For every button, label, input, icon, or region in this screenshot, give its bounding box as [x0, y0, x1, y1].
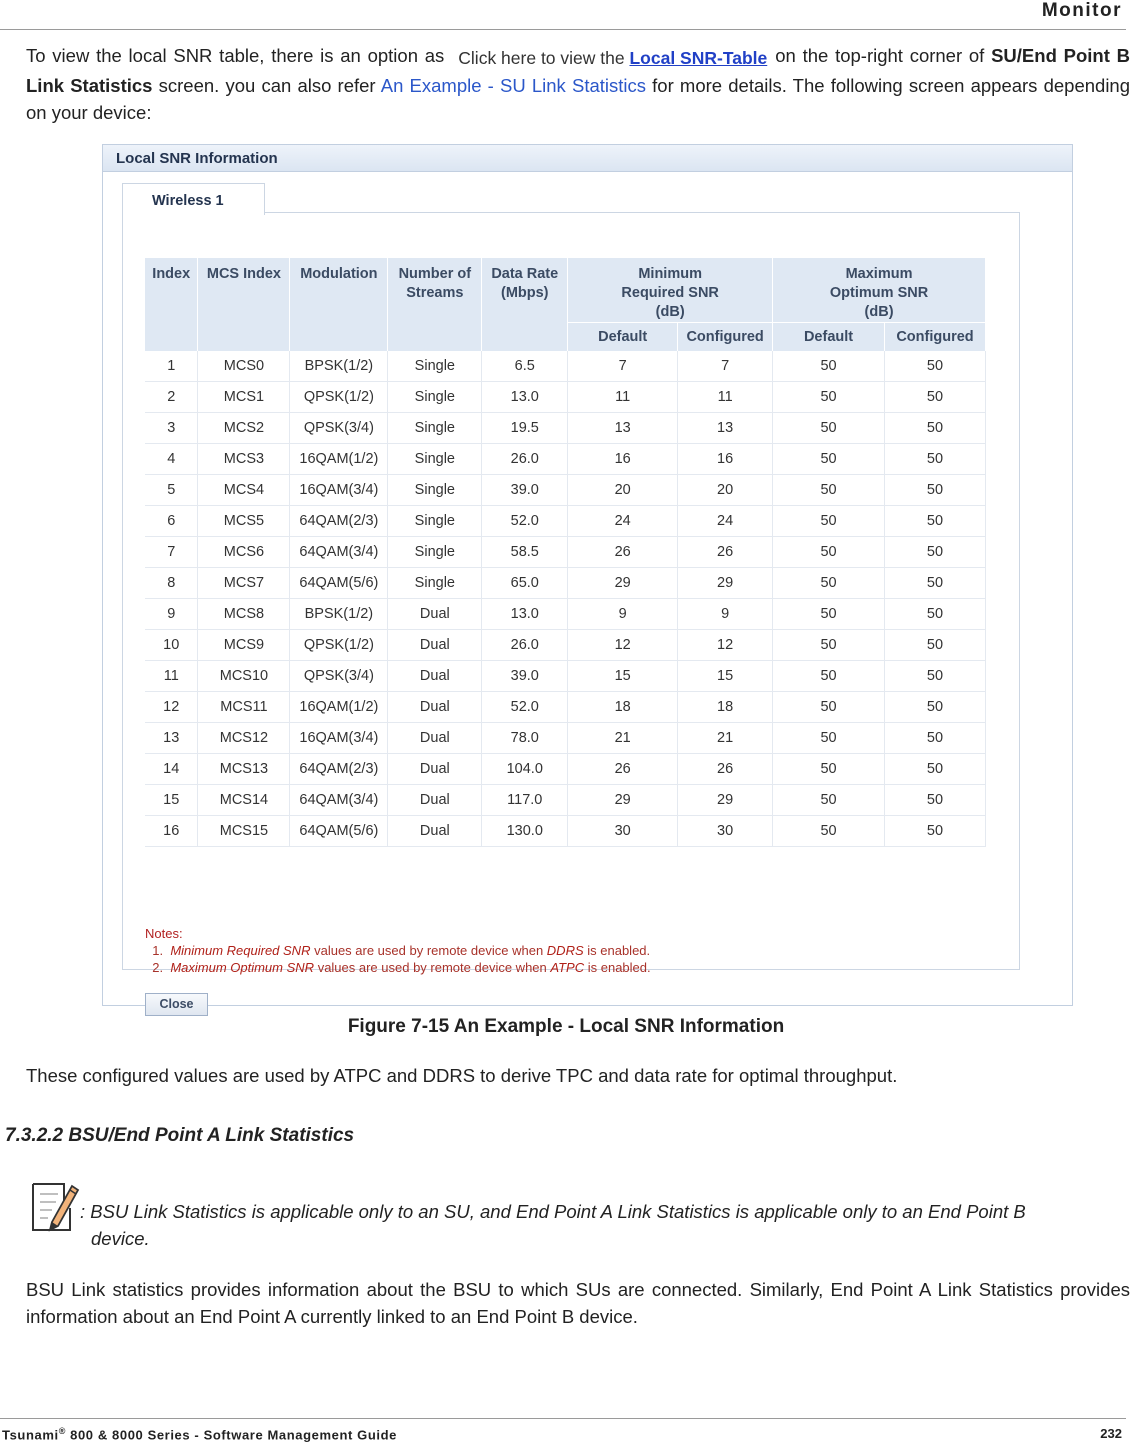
col-mcs-index: MCS Index — [198, 258, 290, 351]
cell-index: 5 — [145, 475, 198, 506]
cell-data-rate: 58.5 — [482, 537, 568, 568]
cell-max-default: 50 — [773, 475, 885, 506]
cell-streams: Single — [388, 444, 482, 475]
cell-min-configured: 20 — [678, 475, 773, 506]
cell-max-default: 50 — [773, 785, 885, 816]
cell-index: 10 — [145, 630, 198, 661]
cell-mcs-index: MCS8 — [198, 599, 290, 630]
cell-min-configured: 29 — [678, 785, 773, 816]
cell-max-configured: 50 — [884, 692, 985, 723]
cell-mcs-index: MCS4 — [198, 475, 290, 506]
header-divider — [0, 29, 1126, 30]
tab-wireless-1[interactable]: Wireless 1 — [122, 183, 265, 215]
col-streams: Number of Streams — [388, 258, 482, 351]
cell-mcs-index: MCS3 — [198, 444, 290, 475]
cell-min-configured: 15 — [678, 661, 773, 692]
cell-mcs-index: MCS10 — [198, 661, 290, 692]
cell-modulation: 64QAM(3/4) — [290, 785, 388, 816]
cell-index: 6 — [145, 506, 198, 537]
cell-index: 3 — [145, 413, 198, 444]
cell-data-rate: 26.0 — [482, 444, 568, 475]
cell-index: 9 — [145, 599, 198, 630]
table-row — [145, 723, 986, 754]
section-heading: 7.3.2.2 BSU/End Point A Link Statistics — [5, 1125, 355, 1146]
cell-min-default: 29 — [568, 785, 678, 816]
table-row — [145, 692, 986, 723]
table-row — [145, 568, 986, 599]
cell-min-configured: 12 — [678, 630, 773, 661]
cell-mcs-index: MCS11 — [198, 692, 290, 723]
cell-streams: Dual — [388, 754, 482, 785]
cell-min-configured: 11 — [678, 382, 773, 413]
cell-data-rate: 117.0 — [482, 785, 568, 816]
col-min-default: Default — [568, 323, 678, 351]
cell-streams: Single — [388, 568, 482, 599]
table-row — [145, 506, 986, 537]
cell-max-configured: 50 — [884, 382, 985, 413]
cell-modulation: 64QAM(2/3) — [290, 754, 388, 785]
cell-index: 2 — [145, 382, 198, 413]
cell-min-configured: 13 — [678, 413, 773, 444]
cell-max-configured: 50 — [884, 599, 985, 630]
cell-min-configured: 7 — [678, 351, 773, 382]
cell-modulation: BPSK(1/2) — [290, 599, 388, 630]
cell-mcs-index: MCS14 — [198, 785, 290, 816]
col-max-snr: Maximum Optimum SNR (dB) — [773, 258, 986, 323]
tab-content — [122, 212, 1020, 1011]
cell-modulation: QPSK(3/4) — [290, 413, 388, 444]
cell-min-default: 9 — [568, 599, 678, 630]
table-row — [145, 475, 986, 506]
cell-data-rate: 52.0 — [482, 506, 568, 537]
cell-data-rate: 26.0 — [482, 630, 568, 661]
cell-max-default: 50 — [773, 599, 885, 630]
cell-min-configured: 29 — [678, 568, 773, 599]
table-row — [145, 785, 986, 816]
cell-min-configured: 18 — [678, 692, 773, 723]
table-row — [145, 816, 986, 847]
cell-min-default: 7 — [568, 351, 678, 382]
cell-data-rate: 65.0 — [482, 568, 568, 599]
cell-streams: Single — [388, 413, 482, 444]
table-row — [145, 351, 986, 382]
cell-modulation: 64QAM(5/6) — [290, 568, 388, 599]
cell-mcs-index: MCS13 — [198, 754, 290, 785]
cell-data-rate: 13.0 — [482, 382, 568, 413]
cell-data-rate: 104.0 — [482, 754, 568, 785]
note-line-2: device. — [91, 1228, 150, 1249]
note-text — [80, 1198, 1120, 1252]
cell-min-default: 24 — [568, 506, 678, 537]
cell-max-configured: 50 — [884, 754, 985, 785]
su-link-statistics-link[interactable]: An Example - SU Link Statistics — [380, 75, 646, 96]
cell-max-default: 50 — [773, 568, 885, 599]
cell-streams: Single — [388, 351, 482, 382]
cell-index: 7 — [145, 537, 198, 568]
button-prefix: Click here to view the — [458, 48, 625, 68]
cell-min-default: 30 — [568, 816, 678, 847]
cell-streams: Dual — [388, 661, 482, 692]
cell-max-default: 50 — [773, 816, 885, 847]
col-min-snr: Minimum Required SNR (dB) — [568, 258, 773, 323]
cell-max-configured: 50 — [884, 785, 985, 816]
table-row — [145, 754, 986, 785]
cell-mcs-index: MCS12 — [198, 723, 290, 754]
cell-max-default: 50 — [773, 754, 885, 785]
cell-streams: Dual — [388, 816, 482, 847]
table-row — [145, 413, 986, 444]
table-row — [145, 382, 986, 413]
cell-index: 8 — [145, 568, 198, 599]
cell-data-rate: 19.5 — [482, 413, 568, 444]
cell-max-default: 50 — [773, 537, 885, 568]
cell-min-default: 12 — [568, 630, 678, 661]
cell-modulation: 16QAM(3/4) — [290, 475, 388, 506]
cell-index: 14 — [145, 754, 198, 785]
cell-modulation: 16QAM(1/2) — [290, 692, 388, 723]
cell-min-default: 20 — [568, 475, 678, 506]
local-snr-table-button[interactable] — [458, 45, 767, 72]
cell-data-rate: 13.0 — [482, 599, 568, 630]
cell-streams: Dual — [388, 630, 482, 661]
cell-streams: Dual — [388, 599, 482, 630]
close-button[interactable]: Close — [145, 993, 208, 1016]
cell-max-configured: 50 — [884, 816, 985, 847]
cell-max-configured: 50 — [884, 723, 985, 754]
local-snr-table-link[interactable]: Local SNR-Table — [629, 48, 768, 68]
snr-table-body — [145, 351, 986, 847]
cell-modulation: 16QAM(3/4) — [290, 723, 388, 754]
footer-divider — [0, 1418, 1126, 1419]
cell-data-rate: 78.0 — [482, 723, 568, 754]
cell-max-configured: 50 — [884, 630, 985, 661]
cell-streams: Dual — [388, 785, 482, 816]
cell-min-configured: 9 — [678, 599, 773, 630]
cell-streams: Dual — [388, 723, 482, 754]
table-row — [145, 630, 986, 661]
col-min-configured: Configured — [678, 323, 773, 351]
cell-index: 15 — [145, 785, 198, 816]
figure-caption: Figure 7-15 An Example - Local SNR Information — [347, 1016, 785, 1037]
cell-mcs-index: MCS5 — [198, 506, 290, 537]
col-max-default: Default — [773, 323, 885, 351]
note-2: 2. Maximum Optimum SNR values are used by remote device when ATPC is enabled. — [152, 960, 651, 975]
table-row — [145, 537, 986, 568]
cell-max-default: 50 — [773, 692, 885, 723]
snr-table — [145, 258, 986, 847]
cell-data-rate: 52.0 — [482, 692, 568, 723]
cell-mcs-index: MCS15 — [198, 816, 290, 847]
cell-streams: Single — [388, 382, 482, 413]
cell-max-configured: 50 — [884, 475, 985, 506]
cell-data-rate: 6.5 — [482, 351, 568, 382]
footer-title: Tsunami® 800 & 8000 Series - Software Management Guide — [2, 1426, 397, 1443]
cell-mcs-index: MCS0 — [198, 351, 290, 382]
cell-max-default: 50 — [773, 723, 885, 754]
panel-title: Local SNR Information — [103, 145, 1072, 172]
cell-max-configured: 50 — [884, 506, 985, 537]
cell-min-configured: 21 — [678, 723, 773, 754]
screen-name: SU/End Point B Link Statistics — [26, 45, 1130, 96]
cell-min-configured: 24 — [678, 506, 773, 537]
cell-min-default: 13 — [568, 413, 678, 444]
col-index: Index — [145, 258, 198, 351]
table-row — [145, 661, 986, 692]
cell-index: 13 — [145, 723, 198, 754]
cell-mcs-index: MCS7 — [198, 568, 290, 599]
cell-min-default: 29 — [568, 568, 678, 599]
pencil-note-icon — [30, 1178, 80, 1234]
page-header-title: Monitor — [1041, 0, 1122, 21]
cell-max-default: 50 — [773, 413, 885, 444]
cell-max-configured: 50 — [884, 568, 985, 599]
cell-streams: Dual — [388, 692, 482, 723]
notes-block — [145, 925, 651, 976]
cell-modulation: 64QAM(2/3) — [290, 506, 388, 537]
cell-min-configured: 26 — [678, 754, 773, 785]
cell-index: 1 — [145, 351, 198, 382]
intro-text-3: screen. you can also refer — [158, 75, 376, 96]
cell-index: 11 — [145, 661, 198, 692]
cell-max-configured: 50 — [884, 537, 985, 568]
intro-text-1: To view the local SNR table, there is an option as — [26, 45, 445, 66]
cell-index: 12 — [145, 692, 198, 723]
cell-max-default: 50 — [773, 382, 885, 413]
cell-data-rate: 39.0 — [482, 661, 568, 692]
intro-paragraph — [26, 42, 1130, 126]
table-row — [145, 444, 986, 475]
cell-modulation: 64QAM(5/6) — [290, 816, 388, 847]
cell-max-configured: 50 — [884, 444, 985, 475]
local-snr-panel — [102, 144, 1073, 1011]
cell-data-rate: 39.0 — [482, 475, 568, 506]
cell-modulation: QPSK(1/2) — [290, 630, 388, 661]
cell-index: 16 — [145, 816, 198, 847]
notes-heading: Notes: — [145, 926, 183, 941]
cell-min-default: 18 — [568, 692, 678, 723]
cell-max-default: 50 — [773, 444, 885, 475]
cell-index: 4 — [145, 444, 198, 475]
cell-mcs-index: MCS2 — [198, 413, 290, 444]
intro-text-4: for more details. The following screen appears depending on your device: — [26, 75, 1131, 123]
cell-streams: Single — [388, 475, 482, 506]
cell-data-rate: 130.0 — [482, 816, 568, 847]
cell-max-configured: 50 — [884, 661, 985, 692]
cell-max-default: 50 — [773, 630, 885, 661]
cell-min-configured: 16 — [678, 444, 773, 475]
cell-max-default: 50 — [773, 661, 885, 692]
table-row — [145, 599, 986, 630]
col-max-configured: Configured — [884, 323, 985, 351]
cell-max-default: 50 — [773, 506, 885, 537]
bsu-link-statistics-paragraph: BSU Link statistics provides information about the BSU to which SUs are connected. Similarly, End Point A Link Statistics provides information about an End Point A currently linked to an End Point B device. — [26, 1279, 1130, 1327]
cell-modulation: 16QAM(1/2) — [290, 444, 388, 475]
cell-max-default: 50 — [773, 351, 885, 382]
cell-min-default: 15 — [568, 661, 678, 692]
cell-streams: Single — [388, 506, 482, 537]
intro-text-2: on the top-right corner of — [775, 45, 985, 66]
cell-modulation: 64QAM(3/4) — [290, 537, 388, 568]
cell-min-default: 26 — [568, 537, 678, 568]
page-number: 232 — [1100, 1426, 1122, 1441]
cell-modulation: QPSK(3/4) — [290, 661, 388, 692]
configured-values-paragraph: These configured values are used by ATPC and DDRS to derive TPC and data rate for optimal throughput. — [26, 1065, 898, 1086]
cell-mcs-index: MCS9 — [198, 630, 290, 661]
cell-min-configured: 30 — [678, 816, 773, 847]
cell-min-default: 21 — [568, 723, 678, 754]
cell-mcs-index: MCS6 — [198, 537, 290, 568]
cell-max-configured: 50 — [884, 351, 985, 382]
cell-mcs-index: MCS1 — [198, 382, 290, 413]
cell-min-default: 11 — [568, 382, 678, 413]
col-data-rate: Data Rate (Mbps) — [482, 258, 568, 351]
note-1: 1. Minimum Required SNR values are used by remote device when DDRS is enabled. — [152, 943, 651, 958]
note-line-1: : BSU Link Statistics is applicable only to an SU, and End Point A Link Statistics is applicable only to an End Point B — [80, 1201, 1026, 1222]
cell-min-configured: 26 — [678, 537, 773, 568]
cell-streams: Single — [388, 537, 482, 568]
cell-modulation: BPSK(1/2) — [290, 351, 388, 382]
cell-modulation: QPSK(1/2) — [290, 382, 388, 413]
cell-min-default: 26 — [568, 754, 678, 785]
cell-max-configured: 50 — [884, 413, 985, 444]
col-modulation: Modulation — [290, 258, 388, 351]
cell-min-default: 16 — [568, 444, 678, 475]
